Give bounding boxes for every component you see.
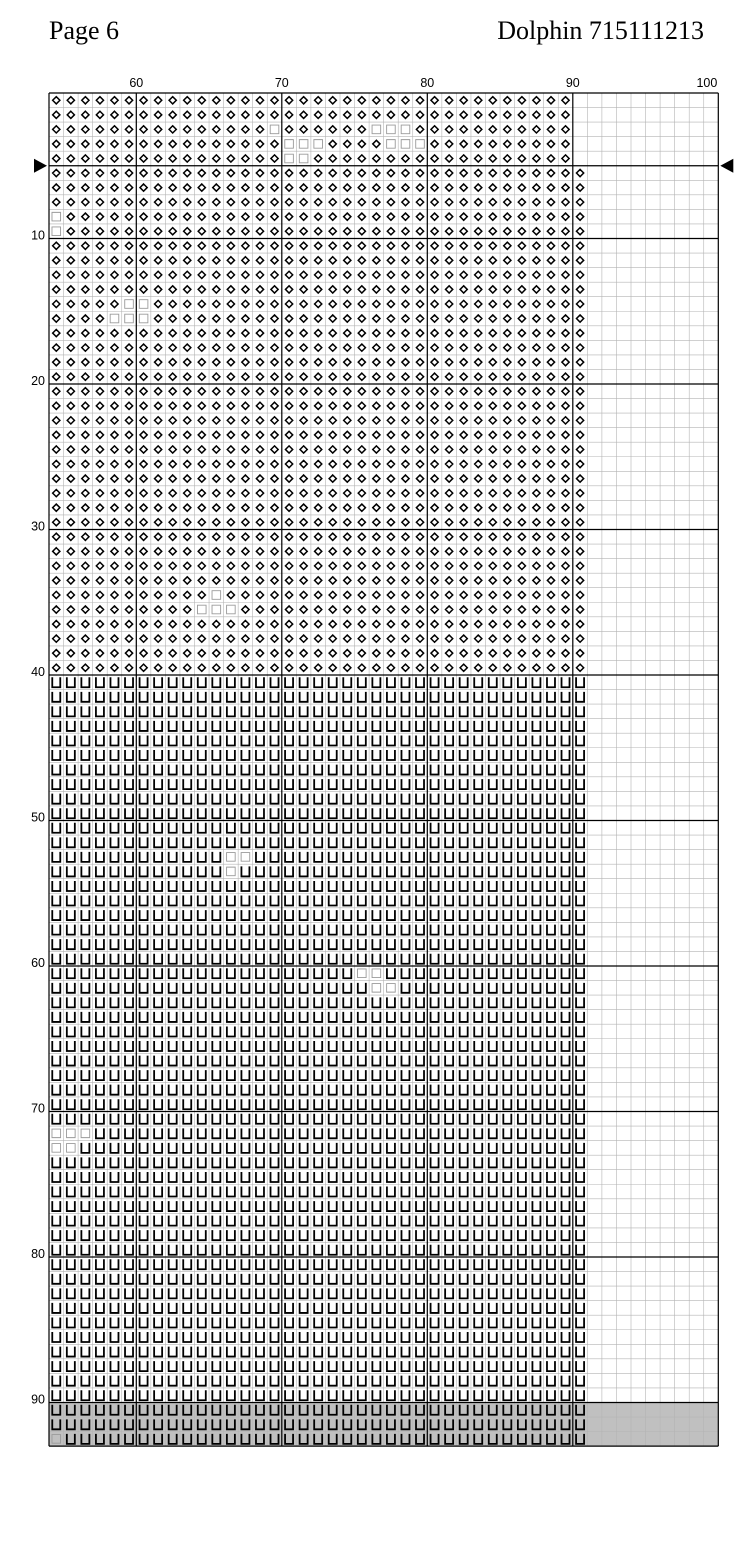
page-number: Page 6: [49, 16, 120, 45]
row-number: 60: [31, 956, 45, 970]
u-symbols: [52, 677, 584, 1444]
row-number: 10: [31, 228, 45, 243]
column-numbers: [129, 76, 717, 90]
column-number: 80: [420, 76, 435, 90]
column-number: 90: [565, 76, 580, 90]
row-number: 50: [31, 810, 45, 825]
minor-gridlines: [49, 93, 718, 1446]
row-number: 30: [31, 519, 45, 534]
column-number: 60: [129, 76, 144, 90]
row-number: 70: [31, 1101, 45, 1116]
center-marker-left: [34, 159, 47, 173]
row-number: 80: [31, 1247, 45, 1261]
row-number: 20: [31, 374, 45, 388]
column-number: 70: [274, 76, 289, 90]
center-marker-right: [720, 159, 733, 173]
row-number: 90: [31, 1392, 45, 1407]
minor-grid-path: [49, 93, 718, 1446]
stitch-symbols: [52, 97, 584, 1444]
row-number: 40: [31, 665, 45, 679]
pattern-title: Dolphin 715111213: [497, 16, 704, 45]
column-number: 100: [696, 76, 718, 90]
row-numbers: [31, 229, 45, 1407]
